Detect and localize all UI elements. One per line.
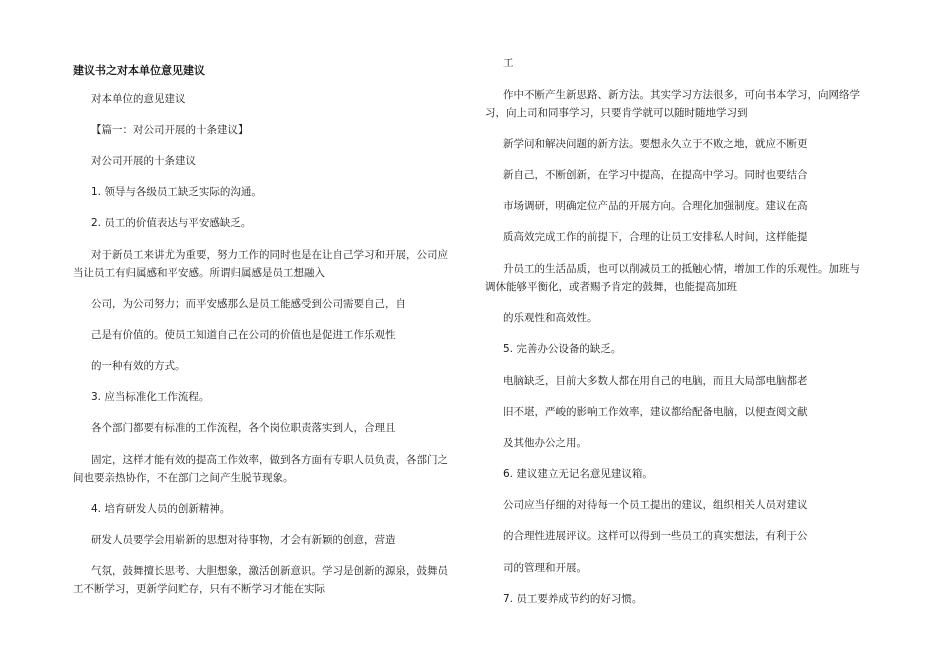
text-line: 公司，为公司努力；而平安感那么是员工能感受到公司需要自己，自 <box>91 298 406 310</box>
text-line: 气氛，鼓舞擅长思考、大胆想象，激活创新意识。学习是创新的源泉，鼓舞员 <box>91 565 448 577</box>
list-item: 2. 员工的价值表达与平安感缺乏。 <box>91 217 252 229</box>
text-line: 各个部门都要有标准的工作流程，各个岗位职责落实到人，合理且 <box>91 422 396 434</box>
text-line: 作中不断产生新思路、新方法。其实学习方法很多，可向书本学习，向网络学 <box>503 89 860 101</box>
list-item: 4. 培育研发人员的创新精神。 <box>91 503 231 515</box>
list-item: 1. 领导与各级员工缺乏实际的沟通。 <box>91 186 262 198</box>
text-line: 及其他办公之用。 <box>503 437 587 449</box>
text-line: 的乐观性和高效性。 <box>503 312 598 324</box>
text-line: 当让员工有归属感和平安感。所谓归属感是员工想融入 <box>73 267 325 279</box>
text-line: 固定，这样才能有效的提高工作效率，做到各方面有专职人员负责，各部门之 <box>91 454 448 466</box>
text-line: 己是有价值的。使员工知道自己在公司的价值也是促进工作乐观性 <box>91 329 396 341</box>
text-line: 旧不堪，严峻的影响工作效率，建议都给配备电脑，以便查阅文献 <box>503 406 808 418</box>
section-heading: 【篇一：对公司开展的十条建议】 <box>91 124 249 136</box>
text-line: 对本单位的意见建议 <box>91 93 186 105</box>
text-line: 的合理性进展评议。这样可以得到一些员工的真实想法，有利于公 <box>503 530 808 542</box>
text-line: 对公司开展的十条建议 <box>91 155 196 167</box>
text-line: 新自己，不断创新，在学习中提高，在提高中学习。同时也要结合 <box>503 169 808 181</box>
text-line: 升员工的生活品质，也可以削减员工的抵触心情，增加工作的乐观性。加班与 <box>503 263 860 275</box>
text-line: 工 <box>503 57 514 69</box>
text-line: 间也要亲热协作，不在部门之间产生脱节现象。 <box>73 472 294 484</box>
list-item: 3. 应当标准化工作流程。 <box>91 391 210 403</box>
text-line: 研发人员要学会用崭新的思想对待事物，才会有新颖的创意，营造 <box>91 534 396 546</box>
list-item: 5. 完善办公设备的缺乏。 <box>503 343 622 355</box>
text-line: 习，向上司和同事学习，只要肯学就可以随时随地学习到 <box>485 107 748 119</box>
text-line: 调休能够平衡化，或者赐予肯定的鼓舞，也能提高加班 <box>485 281 737 293</box>
text-line: 新学问和解决问题的新方法。要想永久立于不败之地，就应不断更 <box>503 138 808 150</box>
text-line: 司的管理和开展。 <box>503 562 587 574</box>
text-line: 对于新员工来讲尤为重要，努力工作的同时也是在让自己学习和开展，公司应 <box>91 249 448 261</box>
text-line: 公司应当仔细的对待每一个员工提出的建议，组织相关人员对建议 <box>503 499 808 511</box>
list-item: 6. 建议建立无记名意见建议箱。 <box>503 468 653 480</box>
text-line: 工不断学习，更新学问贮存，只有不断学习才能在实际 <box>73 583 325 595</box>
text-line: 质高效完成工作的前提下，合理的让员工安排私人时间，这样能提 <box>503 231 808 243</box>
text-line: 电脑缺乏，目前大多数人都在用自己的电脑，而且大局部电脑都老 <box>503 375 808 387</box>
document-title: 建议书之对本单位意见建议 <box>73 64 205 77</box>
text-line: 的一种有效的方式。 <box>91 360 186 372</box>
text-line: 市场调研，明确定位产品的开展方向。合理化加强制度。建议在高 <box>503 200 808 212</box>
list-item: 7. 员工要养成节约的好习惯。 <box>503 593 643 605</box>
